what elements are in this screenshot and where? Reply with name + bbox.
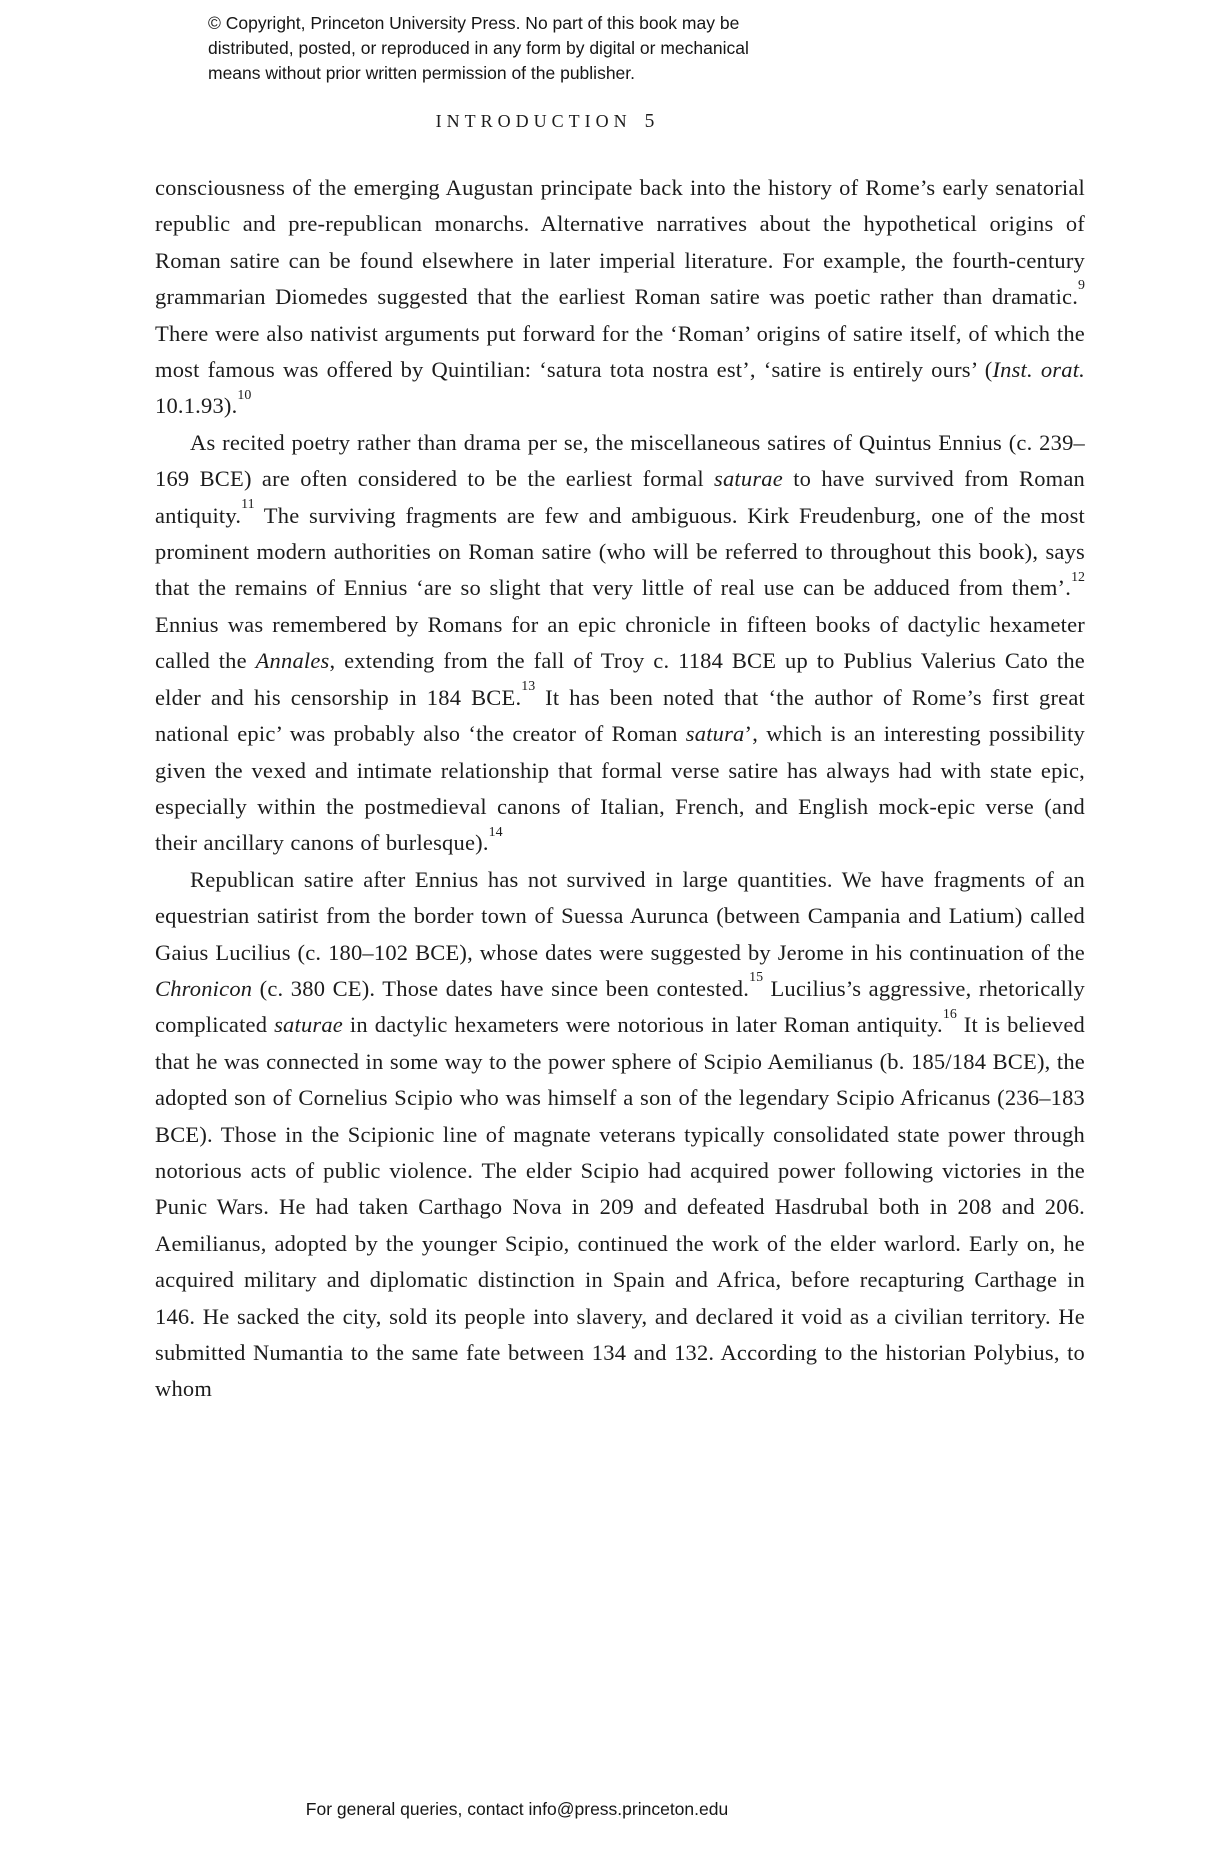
italic-text: saturae	[274, 1012, 343, 1038]
footnote-reference: 15	[749, 970, 764, 986]
text-run: Ennius was remembered by Romans for an epic chronicle in fifteen books of dactylic hexameter called the	[155, 611, 1085, 674]
text-run: Republican satire after Ennius has not survived in large quantities. We have fragments of an equestrian satirist from the border town of Suessa Aurunca (between Campania and Latium) called Gaius Lucilius (c. 180–102 BCE), whose dates were suggested by Jerome in his continuation of the	[155, 866, 1085, 965]
copyright-line: distributed, posted, or reproduced in any form by digital or mechanical	[208, 38, 749, 58]
text-run: It is believed that he was connected in some way to the power sphere of Scipio Aemilianus (b. 185/184 BCE), the adopted son of Cornelius Scipio who was himself a son of the legendary Scipio Africanus (236–183 BCE). Those in the Scipionic line of magnate veterans typically consolidated state power through notorious acts of public violence. The elder Scipio had acquired power following victories in the Punic Wars. He had taken Carthago Nova in 209 and defeated Hasdrubal both in 208 and 206. Aemilianus, adopted by the younger Scipio, continued the work of the elder warlord. Early on, he acquired military and diplomatic distinction in Spain and Africa, before recapturing Carthage in 146. He sacked the city, sold its people into slavery, and declared it void as a civilian territory. He submitted Numantia to the same fate between 134 and 132. According to the historian Polybius, to whom	[155, 1012, 1085, 1402]
italic-text: saturae	[714, 466, 783, 492]
page-number: 5	[644, 111, 655, 132]
text-run: Lucilius’s aggressive, rhetorically complicated	[155, 975, 1085, 1038]
paragraph	[155, 170, 1085, 425]
footer-text: For general queries, contact info@press.princeton.edu	[305, 1799, 729, 1819]
footnote-reference: 9	[1078, 278, 1085, 294]
footnote-reference: 16	[942, 1006, 957, 1022]
footnote-reference: 10	[237, 387, 252, 403]
text-run: As recited poetry rather than drama per se, the miscellaneous satires of Quintus Ennius (c. 239–169 BCE) are often considered to be the earliest formal	[155, 429, 1085, 492]
paragraph	[155, 425, 1085, 862]
footnote-reference: 12	[1071, 569, 1085, 585]
italic-text: Annales	[255, 648, 330, 674]
text-run: to have survived from Roman antiquity.	[155, 466, 1085, 528]
running-head	[155, 111, 935, 133]
text-run: in dactylic hexameters were notorious in later Roman antiquity.	[343, 1012, 943, 1038]
italic-text: satura	[685, 721, 745, 747]
text-run: ’, which is an interesting possibility given the vexed and intimate relationship that formal verse satire has always had with state epic, especially within the postmedieval canons of Italian, French, and English mock-epic verse (and their ancillary canons of burlesque).	[155, 721, 1086, 856]
footnote-reference: 13	[521, 678, 536, 694]
footnote-reference: 11	[241, 496, 255, 512]
text-run: consciousness of the emerging Augustan principate back into the history of Rome’s early senatorial republic and pre-republican monarchs. Alternative narratives about the hypothetical origins of Roman satire can be found elsewhere in later imperial literature. For example, the fourth-century grammarian Diomedes suggested that the earliest Roman satire was poetic rather than dramatic.	[155, 175, 1085, 310]
italic-text: Chronicon	[155, 975, 253, 1001]
chapter-title: INTRODUCTION	[435, 111, 632, 131]
paragraph	[155, 862, 1085, 1408]
copyright-line: © Copyright, Princeton University Press. No part of this book may be	[208, 13, 740, 33]
text-run: There were also nativist arguments put forward for the ‘Roman’ origins of satire itself, of which the most famous was offered by Quintilian: ‘satura tota nostra est’, ‘satire is entirely ours’ (	[155, 320, 1085, 383]
body-text	[155, 170, 1085, 1408]
copyright-notice	[208, 11, 749, 86]
italic-text: Inst. orat.	[992, 357, 1085, 383]
footer-note	[0, 1799, 1034, 1820]
text-run: The surviving fragments are few and ambiguous. Kirk Freudenburg, one of the most prominent modern authorities on Roman satire (who will be referred to throughout this book), says that the remains of Ennius ‘are so slight that very little of real use can be adduced from them’.	[155, 502, 1085, 601]
text-run: It has been noted that ‘the author of Rome’s first great national epic’ was probably also ‘the creator of Roman	[155, 684, 1085, 747]
footnote-reference: 14	[488, 824, 503, 840]
copyright-line: means without prior written permission of the publisher.	[208, 63, 636, 83]
text-run: 10.1.93).	[155, 393, 238, 419]
text-run: (c. 380 CE). Those dates have since been contested.	[252, 975, 750, 1001]
text-run: , extending from the fall of Troy c. 1184 BCE up to Publius Valerius Cato the elder and his censorship in 184 BCE.	[155, 648, 1085, 710]
